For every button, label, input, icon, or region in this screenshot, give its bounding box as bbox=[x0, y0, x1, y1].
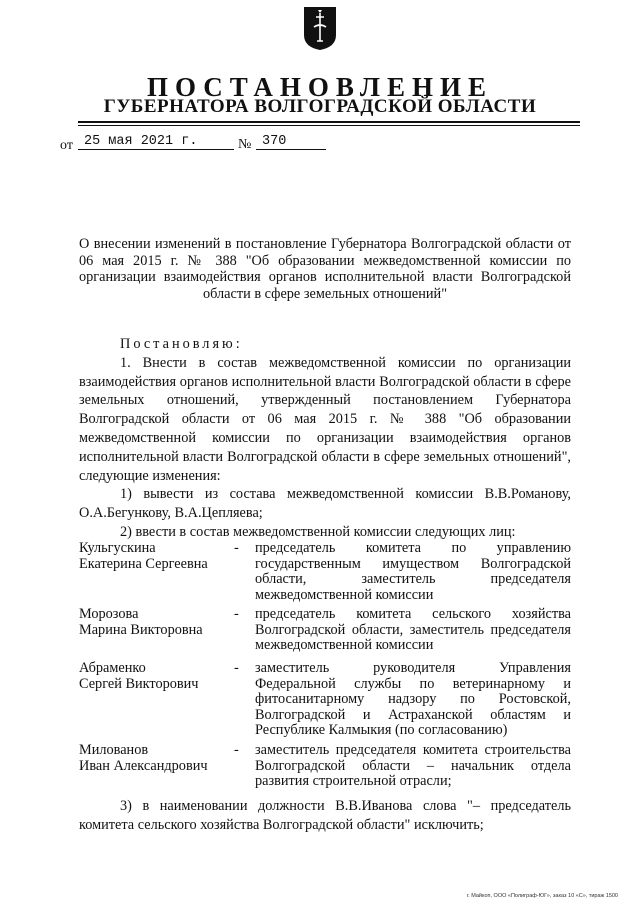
member-role: заместитель председателя комитета строительства Волгоградской области – начальник отдела развития строительной отрасли; bbox=[255, 742, 571, 789]
member-dash: - bbox=[234, 540, 239, 556]
decree-word: Постановляю: bbox=[120, 336, 243, 352]
subpoint-1: 1) вывести из состава межведомственной комиссии В.В.Романову, О.А.Бегункову, В.А.Цепляева; bbox=[79, 486, 571, 522]
from-label: от bbox=[60, 138, 73, 153]
member-name: Милованов Иван Александрович bbox=[79, 742, 208, 774]
member-role: председатель комитета по управлению государственным имуществом Волгоградской области, заместитель председателя межведомственной комиссии bbox=[255, 540, 571, 603]
member-name: Кульгускина Екатерина Сергеевна bbox=[79, 540, 208, 572]
subpoint-2: 2) ввести в состав межведомственной комиссии следующих лиц: bbox=[120, 523, 516, 540]
decree-date: 25 мая 2021 г. bbox=[78, 134, 234, 150]
member-role: заместитель руководителя Управления Федеральной службы по ветеринарному и фитосанитарному надзору по Ростовской, Волгоградской и Астраханской областям и Республике Калмыкия (по согласованию) bbox=[255, 660, 571, 738]
member-dash: - bbox=[234, 742, 239, 758]
header-rule-thick bbox=[78, 121, 580, 123]
member-role: председатель комитета сельского хозяйства Волгоградской области, заместитель председателя межведомственной комиссии bbox=[255, 606, 571, 653]
coat-of-arms-icon bbox=[302, 5, 338, 51]
document-subtitle: ГУБЕРНАТОРА ВОЛГОГРАДСКОЙ ОБЛАСТИ bbox=[103, 96, 537, 117]
decree-body-continued bbox=[79, 797, 571, 835]
decree-number: 370 bbox=[256, 134, 326, 150]
header-rule-thin bbox=[78, 125, 580, 126]
member-name: Морозова Марина Викторовна bbox=[79, 606, 203, 638]
member-name: Абраменко Сергей Викторович bbox=[79, 660, 199, 692]
decree-subject: О внесении изменений в постановление Губернатора Волгоградской области от 06 мая 2015 г. № 388 "Об образовании межведомственной комиссии по организации взаимодействия органов исполнительной власти Волгоградской области в сфере земельных отношений" bbox=[79, 236, 571, 302]
member-dash: - bbox=[234, 660, 239, 676]
subpoint-3: 3) в наименовании должности В.В.Иванова слова "– председатель комитета сельского хозяйства Волгоградской области" исключить; bbox=[79, 798, 571, 833]
member-dash: - bbox=[234, 606, 239, 622]
document-title: ПОСТАНОВЛЕНИЕ bbox=[146, 72, 494, 102]
print-note: г. Майкоп, ООО «Полиграф-ЮГ», заказ 10 «С», тираж 1500 bbox=[466, 893, 618, 899]
point-1: 1. Внести в состав межведомственной комиссии по организации взаимодействия органов исполнительной власти Волгоградской области в сфере земельных отношений, утвержденный постановлением Губернатора Волгоградской области от 06 мая 2015 г. № 388 "Об образовании межведомственной комиссии по организации взаимодействия органов исполнительной власти Волгоградской области в сфере земельных отношений", следующие изменения: bbox=[79, 354, 571, 484]
number-label: № bbox=[238, 137, 252, 152]
decree-body bbox=[79, 335, 571, 542]
